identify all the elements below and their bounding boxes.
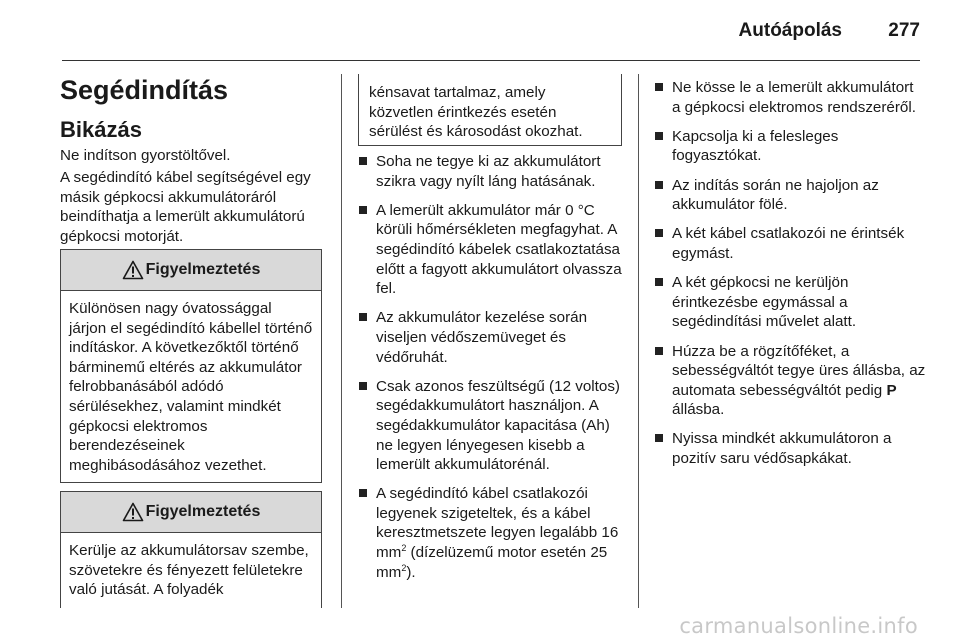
intro-paragraph-1: Ne indítson gyorstöltővel.	[60, 147, 231, 164]
warning-triangle-icon	[122, 260, 144, 280]
warning-title: Figyelmeztetés	[145, 503, 261, 520]
list-item: A két kábel csatlakozói ne érintsék egymást.	[654, 224, 926, 263]
warning-box-1	[60, 249, 322, 483]
warning-box-2-continuation	[358, 74, 622, 146]
square-bullet-icon	[655, 83, 663, 91]
list-item: A lemerült akkumulátor már 0 °C körüli hőmérsékleten megfagyhat. A segédindító kábelek csatlakoztatása előtt a fagyott akkumulátort olvassza fel.	[358, 201, 628, 299]
page-header	[0, 0, 960, 62]
watermark: carmanualsonline.info	[679, 614, 918, 638]
chapter-title: Autóápolás	[738, 20, 842, 41]
list-item: Kapcsolja ki a felesleges fogyasztókat.	[654, 127, 926, 166]
intro-paragraph-2: A segédindító kábel segítségével egy másik gépkocsi akkumulátoráról beindíthatja a lemerült akkumulátorú gépkocsi motorját.	[60, 169, 311, 245]
warning-header	[61, 492, 321, 533]
square-bullet-icon	[359, 489, 367, 497]
square-bullet-icon	[359, 157, 367, 165]
list-item: A segédindító kábel csatlakozói legyenek szigeteltek, és a kábel keresztmetszete legyen legalább 16 $mm^2$ (dízelüzemű motor esetén 25 $mm^2$).	[358, 484, 628, 582]
square-bullet-icon	[655, 132, 663, 140]
warning-text: Kerülje az akkumulátorsav szembe, szövetekre és fényezett felületekre való jutását. A folyadék	[69, 542, 309, 599]
list-item: Nyissa mindkét akkumulátoron a pozitív saru védősapkákat.	[654, 429, 926, 468]
list-item: Csak azonos feszültségű (12 voltos) segédakkumulátort használjon. A segédakkumulátor kapacitása (Ah) ne legyen lényegesen kisebb a lemerült akkumulátorénál.	[358, 377, 628, 475]
square-bullet-icon	[655, 347, 663, 355]
warning-text: Különösen nagy óvatossággal járjon el segédindító kábellel történő indításkor. A következőktől történő bárminemű eltérés az akkumulátor felrobbanásából adódó sérülésekhez, valamint mindkét gépkocsi elektromos berendezéseinek meghibásodásához vezethet.	[69, 300, 313, 474]
warning-triangle-icon	[122, 502, 144, 522]
square-bullet-icon	[655, 229, 663, 237]
list-item: A két gépkocsi ne kerüljön érintkezésbe egymással a segédindítási művelet alatt.	[654, 273, 926, 332]
warning-box-2	[60, 491, 322, 608]
warning-title: Figyelmeztetés	[145, 261, 261, 278]
square-bullet-icon	[359, 313, 367, 321]
column-divider-2	[638, 74, 639, 608]
square-bullet-icon	[655, 278, 663, 286]
list-item: Soha ne tegye ki az akkumulátort szikra vagy nyílt láng hatásának.	[358, 152, 628, 191]
page-number: 277	[888, 20, 920, 41]
header-rule	[62, 60, 920, 61]
precaution-list-2	[654, 78, 926, 478]
section-title: Segédindítás	[60, 75, 229, 105]
warning-continuation-text: kénsavat tartalmaz, amely közvetlen érintkezés esetén sérülést és károsodást okozhat.	[369, 84, 583, 141]
subsection-title: Bikázás	[60, 117, 142, 142]
list-item: Az akkumulátor kezelése során viseljen védőszemüveget és védőruhát.	[358, 308, 628, 367]
list-item: Húzza be a rögzítőféket, a sebességváltót tegye üres állásba, az automata sebességváltót pedig P állásba.	[654, 342, 926, 420]
list-item: Ne kösse le a lemerült akkumulátort a gépkocsi elektromos rendszeréről.	[654, 78, 926, 117]
square-bullet-icon	[655, 434, 663, 442]
square-bullet-icon	[359, 206, 367, 214]
square-bullet-icon	[359, 382, 367, 390]
warning-header	[61, 250, 321, 291]
list-item: Az indítás során ne hajoljon az akkumulátor fölé.	[654, 176, 926, 215]
column-divider-1	[341, 74, 342, 608]
precaution-list-1	[358, 152, 628, 592]
square-bullet-icon	[655, 181, 663, 189]
